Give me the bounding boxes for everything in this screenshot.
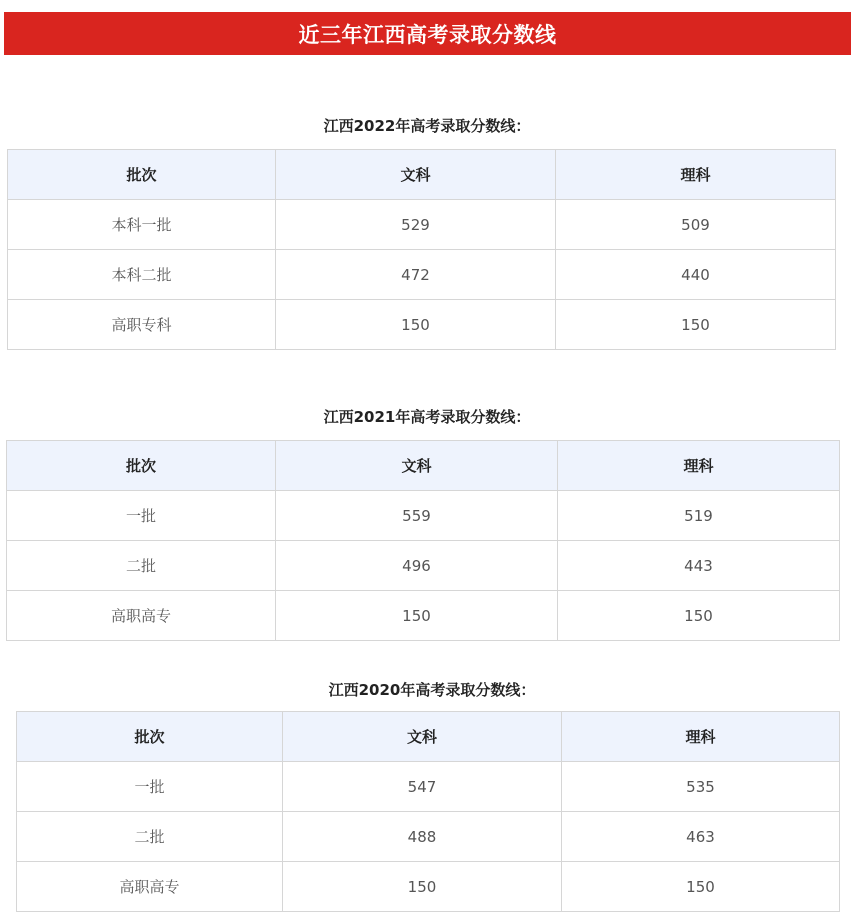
page-title-banner: [4, 12, 851, 55]
table-row: [8, 300, 836, 350]
column-header-science: 理科: [562, 712, 840, 762]
score-table-2020: [16, 711, 840, 912]
column-header-science: 理科: [556, 150, 836, 200]
arts-score-cell: 150: [276, 591, 558, 641]
table-row: [8, 250, 836, 300]
arts-score-cell: 488: [283, 812, 562, 862]
arts-score-cell: 496: [276, 541, 558, 591]
column-header-batch: 批次: [7, 441, 276, 491]
arts-score-cell: 472: [276, 250, 556, 300]
table-row: [17, 812, 840, 862]
column-header-batch: 批次: [8, 150, 276, 200]
batch-cell: 高职高专: [7, 591, 276, 641]
column-header-batch: 批次: [17, 712, 283, 762]
batch-cell: 本科一批: [8, 200, 276, 250]
table-row: [7, 541, 840, 591]
table-caption-2022: 江西2022年高考录取分数线：: [323, 117, 531, 135]
science-score-cell: 150: [556, 300, 836, 350]
science-score-cell: 150: [558, 591, 840, 641]
batch-cell: 二批: [17, 812, 283, 862]
arts-score-cell: 559: [276, 491, 558, 541]
score-table-2021: [6, 440, 840, 641]
arts-score-cell: 547: [283, 762, 562, 812]
science-score-cell: 509: [556, 200, 836, 250]
batch-cell: 高职专科: [8, 300, 276, 350]
column-header-arts: 文科: [276, 150, 556, 200]
table-row: [17, 762, 840, 812]
table-header-row: [8, 150, 836, 200]
batch-cell: 二批: [7, 541, 276, 591]
arts-score-cell: 529: [276, 200, 556, 250]
table-row: [8, 200, 836, 250]
table-header-row: [7, 441, 840, 491]
science-score-cell: 535: [562, 762, 840, 812]
table-row: [17, 862, 840, 912]
table-row: [7, 491, 840, 541]
table-row: [7, 591, 840, 641]
batch-cell: 一批: [7, 491, 276, 541]
column-header-arts: 文科: [283, 712, 562, 762]
column-header-arts: 文科: [276, 441, 558, 491]
arts-score-cell: 150: [283, 862, 562, 912]
science-score-cell: 463: [562, 812, 840, 862]
batch-cell: 高职高专: [17, 862, 283, 912]
science-score-cell: 443: [558, 541, 840, 591]
science-score-cell: 150: [562, 862, 840, 912]
batch-cell: 本科二批: [8, 250, 276, 300]
page-title: 近三年江西高考录取分数线: [298, 22, 557, 47]
column-header-science: 理科: [558, 441, 840, 491]
science-score-cell: 519: [558, 491, 840, 541]
science-score-cell: 440: [556, 250, 836, 300]
score-table-2022: [7, 149, 836, 350]
table-caption-2020: 江西2020年高考录取分数线：: [328, 681, 536, 699]
arts-score-cell: 150: [276, 300, 556, 350]
table-caption-2021: 江西2021年高考录取分数线：: [323, 408, 531, 426]
table-header-row: [17, 712, 840, 762]
batch-cell: 一批: [17, 762, 283, 812]
